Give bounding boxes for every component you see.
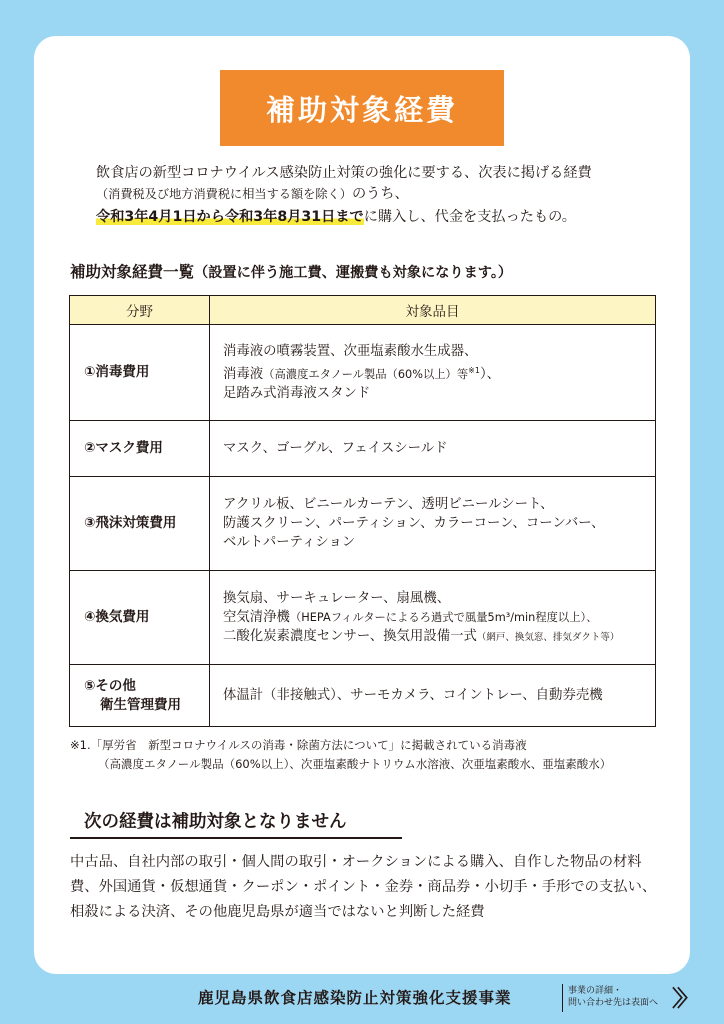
intro-line-1: 飲食店の新型コロナウイルス感染防止対策の強化に要する、次表に掲げる経費 [96, 165, 592, 181]
row-category [70, 665, 210, 727]
list-heading [70, 260, 512, 282]
intro-line-3 [96, 205, 656, 229]
item-detail: （HEPAフィルターによるろ過式で風量5m³/min程度以上）、 [289, 610, 598, 624]
table-row [70, 665, 656, 727]
footer-note-line-1: 事業の詳細・ [568, 986, 623, 996]
item-line: 換気扇、サーキュレーター、扇風機、 [223, 590, 451, 606]
intro-line-3-rest: に購入し、代金を支払ったもの。 [363, 209, 576, 225]
item-text: ）、 [479, 367, 501, 382]
item-line: 体温計（非接触式）、サーモカメラ、コイントレー、自動券売機 [223, 688, 603, 703]
item-text: 消毒液 [223, 367, 264, 382]
intro-text [96, 162, 656, 229]
footer-note [568, 985, 658, 1009]
intro-tax-note: （消費税及び地方消費税に相当する額を除く） [96, 187, 352, 201]
footnote-line-1: ※1.「厚労省 新型コロナウイルスの消毒・除菌方法について」に掲載されている消毒液 [70, 738, 527, 752]
not-covered-heading: 次の経費は補助対象となりません [70, 808, 402, 839]
row-items [210, 325, 656, 421]
footnote [70, 736, 611, 774]
list-heading-sub: （設置に伴う施工費、運搬費も対象になります。） [194, 265, 513, 281]
item-line [223, 608, 655, 627]
footnote-line-2: （高濃度エタノール製品（60%以上）、次亜塩素酸ナトリウム水溶液、次亜塩素酸水、亜塩素酸水） [98, 757, 612, 771]
category-line: ⑤その他 [84, 677, 136, 694]
item-line: マスク、ゴーグル、フェイスシールド [223, 441, 448, 456]
footnote-ref: ※1 [468, 366, 480, 375]
double-chevron-right-icon: 〉〉 [672, 987, 694, 1012]
table-row [70, 571, 656, 665]
item-line: 防護スクリーン、パーティション、カラーコーン、コーンバー、 [223, 516, 605, 531]
table-header-row [70, 296, 656, 325]
item-line [223, 361, 655, 384]
table-row [70, 325, 656, 421]
item-detail: （高濃度エタノール製品（60%以上）等 [263, 368, 469, 381]
category-line: 衛生管理費用 [100, 696, 181, 713]
row-category: ①消毒費用 [70, 325, 210, 421]
table-row [70, 477, 656, 571]
row-category: ③飛沫対策費用 [70, 477, 210, 571]
date-range-highlight: 令和3年4月1日から令和3年8月31日まで [96, 209, 364, 225]
table-row [70, 421, 656, 477]
list-heading-main: 補助対象経費一覧 [70, 263, 195, 281]
intro-line-2 [96, 184, 656, 204]
not-covered-text: 中古品、自社内部の取引・個人間の取引・オークションによる購入、自作した物品の材料費、外国通貨・仮想通貨・クーポン・ポイント・金券・商品券・小切手・手形での支払い、相殺による決済、その他鹿児島県が適当ではないと判断した経費 [70, 854, 657, 920]
item-line: 消毒液の噴霧装置、次亜塩素酸水生成器、 [223, 344, 478, 359]
footer-note-line-2: 問い合わせ先は表面へ [568, 998, 659, 1008]
row-items [210, 665, 656, 727]
item-line: 足踏み式消毒液スタンド [223, 386, 371, 401]
footer-divider [562, 984, 563, 1012]
item-line: アクリル板、ビニールカーテン、透明ビニールシート、 [223, 497, 554, 512]
row-items [210, 477, 656, 571]
footer-title: 鹿児島県飲食店感染防止対策強化支援事業 [198, 989, 512, 1007]
item-detail: （網戸、換気窓、排気ダクト等） [476, 631, 620, 643]
column-header-items: 対象品目 [210, 296, 656, 325]
item-text: 空気清浄機 [223, 609, 290, 625]
intro-line-2-rest: のうち、 [351, 186, 409, 202]
item-line: ベルトパーティション [223, 535, 356, 550]
row-items [210, 421, 656, 477]
row-items [210, 571, 656, 665]
page-title: 補助対象経費 [220, 70, 504, 146]
row-category: ④換気費用 [70, 571, 210, 665]
column-header-category: 分野 [70, 296, 210, 325]
item-line [223, 627, 655, 647]
cost-table [69, 295, 656, 727]
row-category: ②マスク費用 [70, 421, 210, 477]
item-text: 二酸化炭素濃度センサー、換気用設備一式 [223, 628, 477, 644]
